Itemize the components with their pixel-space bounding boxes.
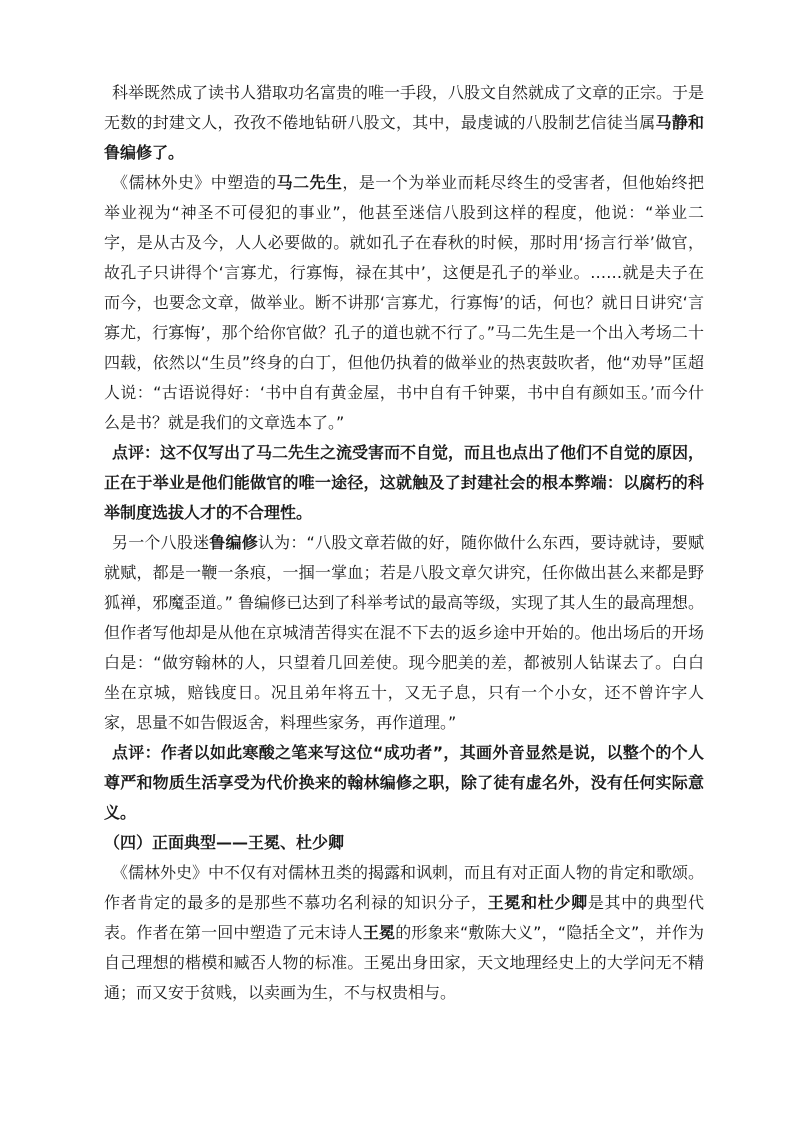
text-run: 《儒林外史》中塑造的 — [112, 173, 277, 192]
paragraph-lu-bianxiu — [104, 528, 704, 738]
text-run: 《儒林外史》中不仅有对儒林丑类的揭露和讽刺，而且有对正面人物的肯定和歌颂。作者肯定的最多的是那些不慕功名利禄的知识分子， — [104, 863, 705, 912]
text-run: 另一个八股迷 — [112, 533, 210, 552]
text-run: 的形象来“敷陈大义”，“隐括全文”，并作为自己理想的楷模和臧否人物的标准。王冕出身田家，天文地理经史上的大学问无不精通；而又安于贫贱，以卖画为生，不与权贵相与。 — [104, 923, 704, 1002]
bold-text-run: 王冕 — [362, 923, 396, 942]
paragraph-ma-er-xiansheng — [104, 168, 704, 438]
text-run: ，是一个为举业而耗尽终生的受害者，但他始终把举业视为“神圣不可侵犯的事业”，他甚至迷信八股到这样的程度，他说：“举业二字，是从古及今，人人必要做的。就如孔子在春秋的时候，那时用‘扬言行举’做官，故孔子只讲得个‘言寡尤，行寡悔，禄在其中’，这便是孔子的举业。……就是夫子在而今，也要念文章，做举业。断不讲那‘言寡尤，行寡悔’的话，何也？就日日讲究‘言寡尤，行寡悔’，那个给你官做？孔子的道也就不行了。”马二先生是一个出入考场二十四载，依然以“生员”终身的白丁，但他仍执着的做举业的热衷鼓吹者，他“劝导”匡超人说：“古语说得好：‘书中自有黄金屋，书中自有千钟粟，书中自有颜如玉。’而今什么是书？就是我们的文章选本了。” — [104, 173, 704, 432]
bold-text-run: 马静和鲁编修 — [104, 113, 704, 162]
text-run: 是其中的典型代表。作者在第一回中塑造了元末诗人 — [104, 893, 704, 942]
paragraph-positive-models — [104, 858, 704, 1008]
bold-text-run: 了。 — [152, 143, 185, 162]
commentary-paragraph: 点评：作者以如此寒酸之笔来写这位“成功者”，其画外音显然是说，以整个的个人尊严和物质生活享受为代价换来的翰林编修之职，除了徒有虚名外，没有任何实际意义。 — [104, 743, 704, 822]
paragraph-imperial-exam-intro — [104, 78, 704, 168]
commentary-paragraph: 点评：这不仅写出了马二先生之流受害而不自觉，而且也点出了他们不自觉的原因，正在于举业是他们能做官的唯一途径，这就触及了封建社会的根本弊端：以腐朽的科举制度选拔人才的不合理性。 — [104, 443, 705, 522]
bold-text-run: 鲁编修 — [209, 533, 258, 552]
text-run: 科举既然成了读书人猎取功名富贵的唯一手段，八股文自然就成了文章的正宗。于是无数的封建文人，孜孜不倦地钻研八股文，其中，最虔诚的八股制艺信徒当属 — [104, 83, 705, 132]
bold-text-run: 马二先生 — [276, 173, 343, 192]
text-run: 认为：“八股文章若做的好，随你做什么东西，要诗就诗，要赋就赋，都是一鞭一条痕，一掴一掌血；若是八股文章欠讲究，任你做出甚么来都是野狐禅，邪魔歪道。” 鲁编修已达到了科举考试的最高等级，实现了其人生的最高理想。但作者写他却是从他在京城清苦得实在混不下去的返乡途中开始的。他出场后的开场白是：“做穷翰林的人，只望着几回差使。现今肥美的差，都被别人钻谋去了。白白坐在京城，赔钱度日。况且弟年将五十，又无子息，只有一个小女，还不曾许字人家，思量不如告假返舍，料理些家务，再作道理。” — [104, 533, 704, 732]
bold-text-run: 王冕和杜少卿 — [487, 893, 588, 912]
document-body — [104, 78, 704, 1008]
section-heading: （四）正面典型——王冕、杜少卿 — [104, 833, 345, 852]
